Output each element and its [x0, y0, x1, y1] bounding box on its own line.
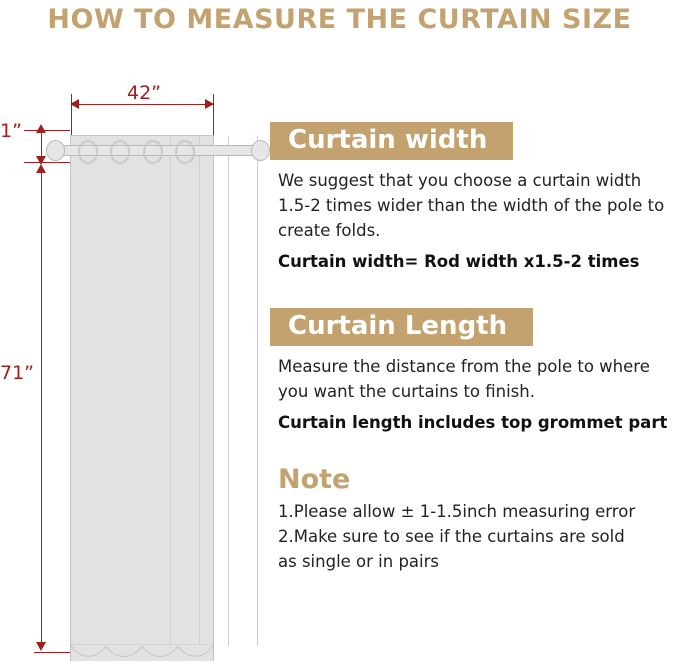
grommet-ring-icon [78, 140, 98, 164]
rod-finial-left-icon [46, 140, 65, 161]
note-line-2: 2.Make sure to see if the curtains are sold [278, 527, 625, 546]
curtain-fold [228, 136, 229, 646]
instructions-column [270, 122, 679, 574]
grommet-ring-icon [175, 140, 195, 164]
width-dimension-label: 42” [127, 82, 162, 104]
curtain-length-formula: Curtain length includes top grommet part [278, 413, 668, 432]
curtain-fold [257, 136, 258, 646]
curtain-fold [170, 136, 171, 646]
grommet-ring-icon [110, 140, 130, 164]
height-dimension-line [41, 170, 42, 648]
height-tick-bottom [34, 652, 74, 653]
grommet-tick-bottom [24, 162, 70, 163]
grommet-arrow-up-icon [36, 124, 46, 133]
rod-finial-right-icon [251, 140, 270, 161]
curtain-width-banner: Curtain width [270, 122, 513, 160]
width-dimension-line [78, 104, 213, 105]
note-line-1: 1.Please allow ± 1-1.5inch measuring error [278, 502, 636, 521]
curtain-diagram [0, 60, 285, 628]
curtain-width-formula: Curtain width= Rod width x1.5-2 times [278, 252, 640, 271]
height-arrow-down-icon [36, 642, 46, 651]
curtain-hem [70, 644, 214, 666]
note-title: Note [278, 464, 351, 495]
section-spacer [270, 435, 679, 463]
curtain-length-paragraph: Measure the distance from the pole to where you want the curtains to finish. [278, 357, 650, 401]
note-line-3: as single or in pairs [278, 552, 440, 571]
section-spacer [270, 274, 679, 308]
curtain-panel [70, 135, 214, 661]
grommet-dimension-label: 1” [0, 120, 22, 142]
grommet-tick-top [24, 130, 70, 131]
curtain-length-banner: Curtain Length [270, 308, 533, 346]
height-arrow-up-icon [36, 164, 46, 173]
curtain-width-paragraph: We suggest that you choose a curtain width 1.5-2 times wider than the width of the pole to create folds. [278, 171, 665, 240]
grommet-ring-icon [143, 140, 163, 164]
page-title: HOW TO MEASURE THE CURTAIN SIZE [47, 4, 632, 35]
height-dimension-label: 71” [0, 362, 35, 384]
curtain-fold [199, 136, 200, 646]
